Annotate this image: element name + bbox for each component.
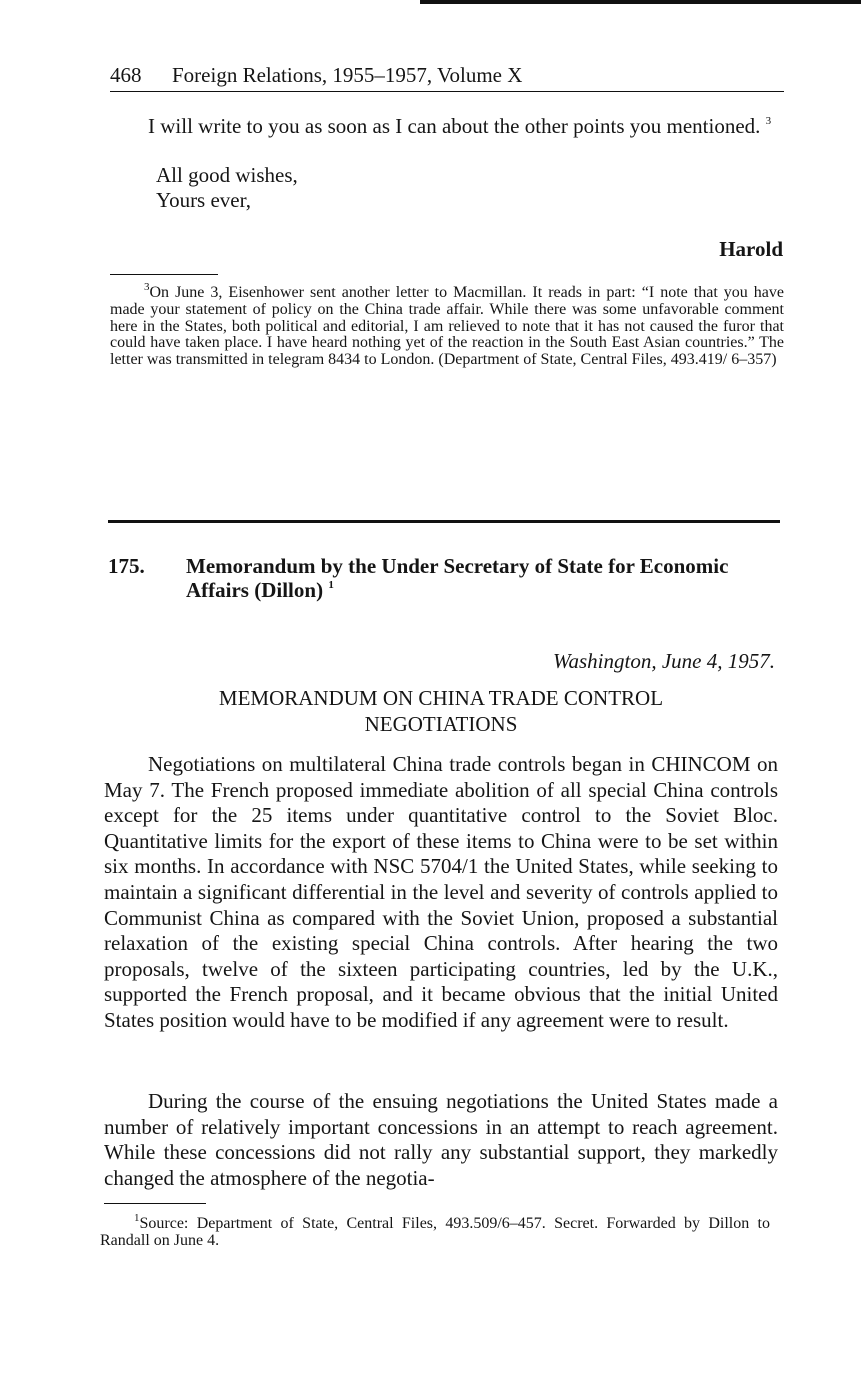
letter-closing-paragraph: I will write to you as soon as I can about the other points you mentioned. $^3$ (148, 114, 772, 138)
body-paragraph-1: Negotiations on multilateral China trade controls began in CHINCOM on May 7. The French proposed immediate abolition of all special China controls except for the 25 items under quantitative control to the Soviet Bloc. Quantitative limits for the export of these items to China were to be set within six months. In accordance with NSC 5704/1 the United States, while seeking to maintain a significant differential in the level and severity of controls applied to Communist China as compared with the Soviet Union, proposed a substantial relaxation of the existing special China controls. After hearing the two proposals, twelve of the sixteen participating countries, led by the U.K., supported the French proposal, and it became obvious that the initial United States position would have to be modified if any agreement were to result. (104, 752, 778, 1032)
footnote-rule (104, 1203, 206, 1204)
footnote-3: $^3$On June 3, Eisenhower sent another letter to Macmillan. It reads in part: “I note that you have made your statement of policy on the China trade affair. While there was some unfavorable comment here in the States, both political and editorial, I am relieved to note that it has not caused the furor that could have taken place. I have heard nothing yet of the reaction in the South East Asian countries.” The letter was transmitted in telegram 8434 to London. (Department of State, Central Files, 493.419/ 6–357) (110, 280, 784, 369)
footnote-ref-3: 3 (765, 115, 772, 127)
document-title: Memorandum by the Under Secretary of State for Economic Affairs (Dillon) $^1$ (186, 554, 729, 602)
running-header (110, 62, 784, 88)
header-rule (110, 91, 784, 92)
page-number: 468 (110, 63, 142, 87)
letter-valediction: Yours ever, (156, 188, 252, 212)
top-edge-rule (420, 0, 861, 4)
footnote-1: $^1$Source: Department of State, Central Files, 493.509/6–457. Secret. Forwarded by Dillon to Randall on June 4. (100, 1211, 770, 1249)
running-title: Foreign Relations, 1955–1957, Volume X (172, 63, 523, 87)
footnote-1-marker: 1 (134, 1211, 140, 1224)
memo-title: MEMORANDUM ON CHINA TRADE CONTROL NEGOTIATIONS (218, 686, 664, 736)
section-divider (108, 520, 780, 523)
letter-salutation: All good wishes, (156, 163, 298, 187)
footnote-rule (110, 274, 218, 275)
letter-signature: Harold (719, 237, 783, 261)
dateline: Washington, June 4, 1957. (552, 649, 775, 673)
body-paragraph-2: During the course of the ensuing negotiations the United States made a number of relatively important concessions in an attempt to reach agreement. While these concessions did not rally any substantial support, they markedly changed the atmosphere of the negotia- (104, 1089, 778, 1190)
footnote-ref-1: 1 (328, 579, 334, 591)
footnote-3-marker: 3 (144, 280, 150, 293)
document-number: 175. (108, 554, 145, 578)
